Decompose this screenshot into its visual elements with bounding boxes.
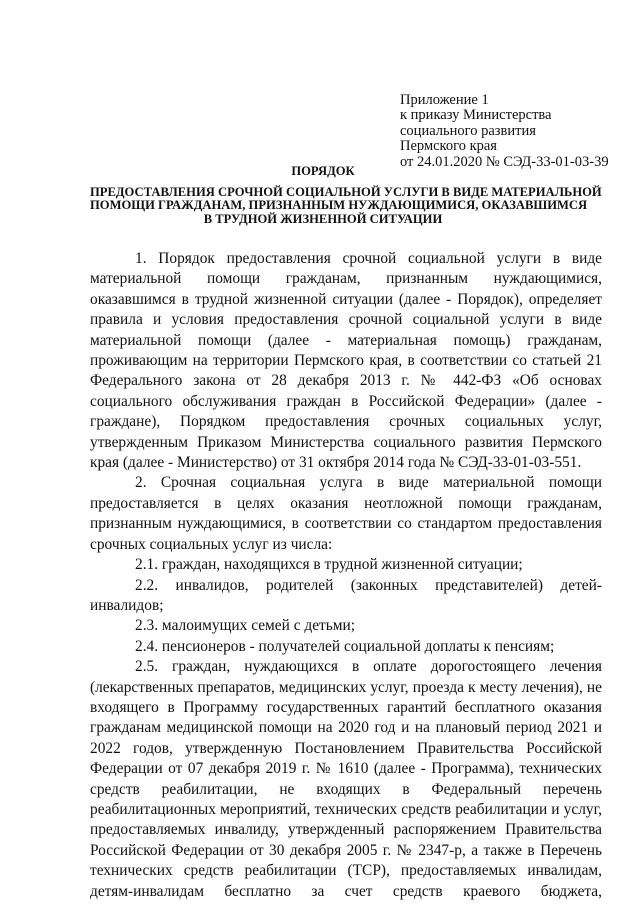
appendix-line: социального развития [400,122,536,139]
document-title [90,185,602,226]
paragraph-2-1: 2.1. граждан, находящихся в трудной жизненной ситуации; [135,556,523,574]
document-body [90,249,602,902]
paragraph-2-3: 2.3. малоимущих семей с детьми; [135,617,356,635]
title-line: ПОМОЩИ ГРАЖДАНАМ, ПРИЗНАННЫМ НУЖДАЮЩИМИСЯ, ОКАЗАВШИМСЯ [90,198,588,213]
appendix-line: от 24.01.2020 № СЭД-33-01-03-39 [400,153,609,170]
paragraph-2-5: 2.5. граждан, нуждающихся в оплате дорогостоящего лечения (лекарственных препаратов, медицинских услуг, проезда к месту лечения), не входящего в Программу государственных гарантий бесплатного оказания гражданам медицинской помощи на 2020 год и на плановый период 2021 и 2022 годов, утвержденную Постановлением Правительства Российской Федерации от 07 декабря 2019 г. № 1610 (далее - Программа), технических средств реабилитации, не входящих в Федеральный перечень реабилитационных мероприятий, технических средств реабилитации и услуг, предоставляемых инвалиду, утвержденный распоряжением Правительства Российской Федерации от 30 декабря 2005 г. № 2347-р, а также в Перечень технических средств реабилитации (ТСР), предоставляемых инвалидам, детям-инвалидам бесплатно за счет средств краевого бюджета, [90,658,602,900]
title-line: ПРЕДОСТАВЛЕНИЯ СРОЧНОЙ СОЦИАЛЬНОЙ УСЛУГИ В ВИДЕ МАТЕРИАЛЬНОЙ [90,185,602,199]
paragraph-2-2: 2.2. инвалидов, родителей (законных представителей) детей-инвалидов; [90,576,602,614]
appendix-line: Пермского края [400,138,497,155]
paragraph-1: 1. Порядок предоставления срочной социальной услуги в виде материальной помощи гражданам, признанным нуждающимися, оказавшимся в трудной жизненной ситуации (далее - Порядок), определяет правила и условия предоставления срочной социальной услуги в виде материальной помощи (далее - материальная помощь) гражданам, проживающим на территории Пермского края, в соответствии со статьей 21 Федерального закона от 28 декабря 2013 г. № 442-ФЗ «Об основах социального обслуживания граждан в Российской Федерации» (далее - граждане), Порядком предоставления срочных социальных услуг, утвержденным Приказом Министерства социального развития Пермского края (далее - Министерство) от 31 октября 2014 года № СЭД-33-01-03-551. [90,250,602,472]
appendix-block [400,93,636,170]
paragraph-2-4: 2.4. пенсионеров - получателей социальной доплаты к пенсиям; [135,637,555,655]
paragraph-2: 2. Срочная социальная услуга в виде материальной помощи предоставляется в целях оказания неотложной помощи гражданам, признанным нуждающимися, в соответствии со стандартом предоставления срочных социальных услуг из числа: [90,474,602,553]
title-line: В ТРУДНОЙ ЖИЗНЕННОЙ СИТУАЦИИ [203,211,443,226]
appendix-line: к приказу Министерства [400,107,552,124]
document-heading: ПОРЯДОК [291,164,355,178]
appendix-line: Приложение 1 [400,92,489,108]
